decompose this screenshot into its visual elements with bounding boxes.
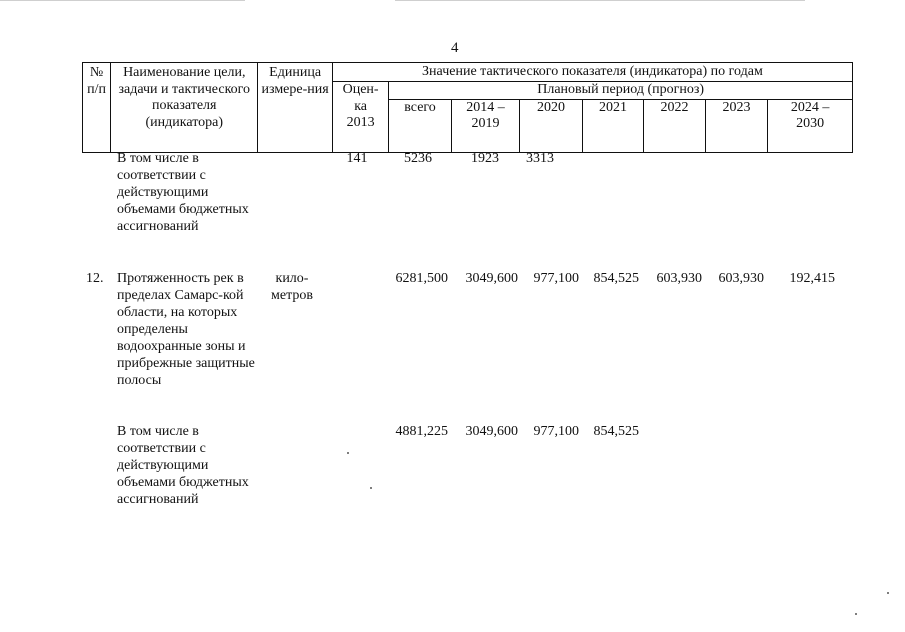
cell-estimate: 141 bbox=[346, 151, 368, 166]
row-number: 12. bbox=[86, 271, 104, 286]
header-2020: 2020 bbox=[520, 99, 582, 152]
cell-2014-2019: 3049,600 bbox=[465, 424, 518, 439]
scan-edge-line bbox=[0, 0, 245, 1]
header-planned: Плановый период (прогноз) bbox=[389, 82, 853, 100]
cell-2014-2019: 1923 bbox=[471, 151, 499, 166]
cell-total: 6281,500 bbox=[395, 271, 448, 286]
header-2024-2030: 2024 – 2030 bbox=[768, 99, 853, 152]
header-values: Значение тактического показателя (индикатора) по годам bbox=[332, 63, 852, 82]
table-header bbox=[82, 62, 853, 153]
cell-total: 4881,225 bbox=[395, 424, 448, 439]
cell-total: 5236 bbox=[404, 151, 432, 166]
header-2021: 2021 bbox=[582, 99, 643, 152]
scan-speck bbox=[370, 487, 372, 489]
cell-2020: 977,100 bbox=[533, 271, 579, 286]
cell-2020: 977,100 bbox=[533, 424, 579, 439]
header-name: Наименование цели, задачи и тактического показателя (индикатора) bbox=[111, 63, 258, 153]
header-2022: 2022 bbox=[644, 99, 705, 152]
cell-2023: 603,930 bbox=[718, 271, 764, 286]
cell-2022: 603,930 bbox=[656, 271, 702, 286]
page-number: 4 bbox=[451, 40, 459, 56]
header-estimate: Оцен-ка 2013 bbox=[332, 82, 388, 153]
header-total: всего bbox=[389, 99, 451, 152]
header-2023: 2023 bbox=[705, 99, 767, 152]
cell-2021: 854,525 bbox=[593, 271, 639, 286]
scan-speck bbox=[855, 613, 857, 615]
cell-2024-2030: 192,415 bbox=[789, 271, 835, 286]
row-name: В том числе в соответствии с действующими объемами бюджетных ассигнований bbox=[117, 424, 249, 507]
cell-2014-2019: 3049,600 bbox=[465, 271, 518, 286]
header-unit: Единица измере-ния bbox=[258, 63, 333, 153]
scan-speck bbox=[887, 592, 889, 594]
cell-2021: 854,525 bbox=[593, 424, 639, 439]
header-2014-2019: 2014 – 2019 bbox=[451, 99, 520, 152]
scan-speck bbox=[347, 452, 349, 454]
row-name: В том числе в соответствии с действующими объемами бюджетных ассигнований bbox=[117, 151, 249, 234]
header-number: № п/п bbox=[83, 63, 111, 153]
row-unit: кило-метров bbox=[271, 271, 313, 303]
row-name: Протяженность рек в пределах Самарс-кой области, на которых определены водоохранные зоны и прибрежные защитные полосы bbox=[117, 271, 255, 388]
scan-edge-line bbox=[395, 0, 805, 1]
cell-2020: 3313 bbox=[526, 151, 554, 166]
